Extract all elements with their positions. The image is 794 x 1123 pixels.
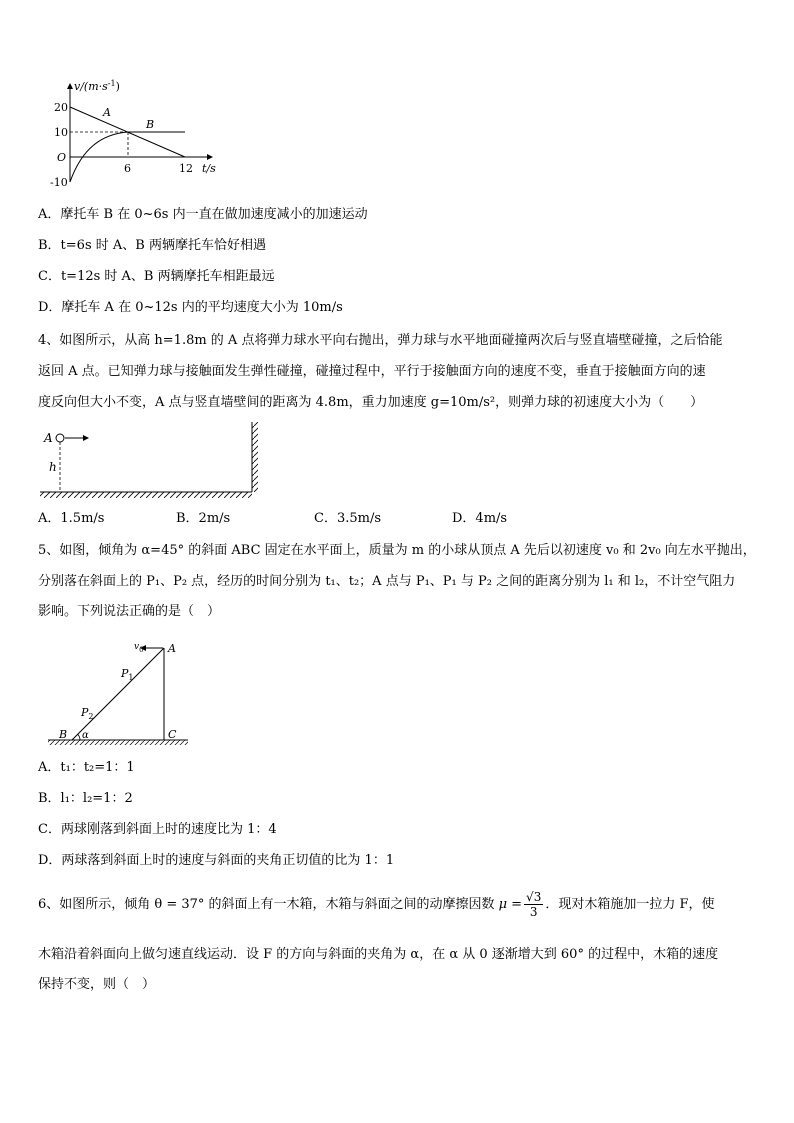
q3-option-a: A．摩托车 B 在 0~6s 内一直在做加速度减小的加速运动 (38, 207, 368, 222)
tick-6: 6 (124, 162, 131, 175)
q4-option-b: B．2m/s (176, 511, 231, 526)
ball (56, 434, 64, 442)
alpha-label: α (82, 730, 89, 741)
frac-denominator: 3 (529, 905, 538, 919)
label-b: B (146, 118, 155, 131)
q4-option-c: C．3.5m/s (314, 511, 381, 526)
q6-stem-part2: ．现对木箱施加一拉力 F，使 (545, 896, 715, 912)
q4-option-d: D．4m/s (452, 511, 508, 526)
height-label: h (49, 460, 57, 474)
tick-neg10: -10 (50, 176, 68, 189)
p2-label: $P_2$ (81, 706, 94, 721)
q4-figure (38, 420, 268, 502)
label-a: A (103, 106, 111, 119)
q6-stem-part1: 6、如图所示，倾角 θ = 37° 的斜面上有一木箱，木箱与斜面之间的动摩擦因数 (38, 896, 495, 912)
incline-ab (72, 648, 164, 740)
vertex-c-label: C (168, 728, 177, 741)
q4-option-a: A．1.5m/s (38, 511, 105, 526)
q4-stem-line1: 4、如图所示，从高 h=1.8m 的 A 点将弹力球水平向右抛出，弹力球与水平地面碰撞两次后与竖直墙壁碰撞，之后恰能 (38, 333, 723, 348)
wall-hatch (252, 422, 258, 492)
mu-fraction (524, 890, 543, 919)
tick-12: 12 (179, 162, 193, 175)
mu-symbol: μ = (498, 896, 523, 912)
q6-stem-line3: 保持不变，则（ ） (38, 977, 156, 992)
q4-stem-line3: 度反向但大小不变，A 点与竖直墙壁间的距离为 4.8m，重力加速度 g=10m/s²，则弹力球的初速度大小为（ ） (38, 395, 704, 410)
v0-label: $v_0$ (134, 642, 144, 654)
q6-stem-line2: 木箱沿着斜面向上做匀速直线运动．设 F 的方向与斜面的夹角为 α，在 α 从 0 逐渐增大到 60° 的过程中，木箱的速度 (38, 947, 719, 962)
q5-option-d: D．两球落到斜面上时的速度与斜面的夹角正切值的比为 1：1 (38, 853, 395, 868)
q5-figure (44, 636, 194, 750)
q3-option-b: B．t=6s 时 A、B 两辆摩托车恰好相遇 (38, 238, 266, 253)
y-axis-label: $v/(m\cdot s^{-1})$ (74, 79, 120, 93)
x-axis-label: t/s (202, 162, 216, 175)
tick-20: 20 (54, 101, 68, 114)
q5-ground-hatch (48, 740, 188, 745)
q5-stem-line2: 分别落在斜面上的 P₁、P₂ 点，经历的时间分别为 t₁、t₂；A 点与 P₁、P₁ 与 P₂ 之间的距离分别为 l₁ 和 l₂，不计空气阻力 (38, 574, 736, 589)
vertex-b-label: B (59, 728, 68, 741)
q5-option-b: B．l₁：l₂=1：2 (38, 791, 133, 806)
vertex-a-label: A (168, 642, 176, 655)
q3-option-d: D．摩托车 A 在 0~12s 内的平均速度大小为 10m/s (38, 300, 343, 315)
p1-label: $P_1$ (121, 667, 134, 682)
vt-graph (40, 78, 230, 190)
origin-label: O (57, 151, 67, 164)
q4-stem-line2: 返回 A 点。已知弹力球与接触面发生弹性碰撞，碰撞过程中，平行于接触面方向的速度不变，垂直于接触面方向的速 (38, 364, 706, 379)
point-a-label: A (44, 431, 53, 445)
angle-arc (78, 734, 80, 740)
q5-option-c: C．两球刚落到斜面上时的速度比为 1：4 (38, 822, 277, 837)
q3-option-c: C．t=12s 时 A、B 两辆摩托车相距最远 (38, 269, 275, 284)
q5-stem-line3: 影响。下列说法正确的是（ ） (38, 604, 221, 619)
q5-stem-line1: 5、如图，倾角为 α=45° 的斜面 ABC 固定在水平面上，质量为 m 的小球从顶点 A 先后以初速度 v₀ 和 2v₀ 向左水平抛出， (38, 543, 756, 558)
ground-hatch (40, 492, 252, 498)
q5-option-a: A．t₁：t₂=1：1 (38, 760, 135, 775)
q6-stem-line1 (38, 890, 714, 919)
frac-numerator: √3 (526, 890, 542, 904)
tick-10: 10 (54, 126, 68, 139)
